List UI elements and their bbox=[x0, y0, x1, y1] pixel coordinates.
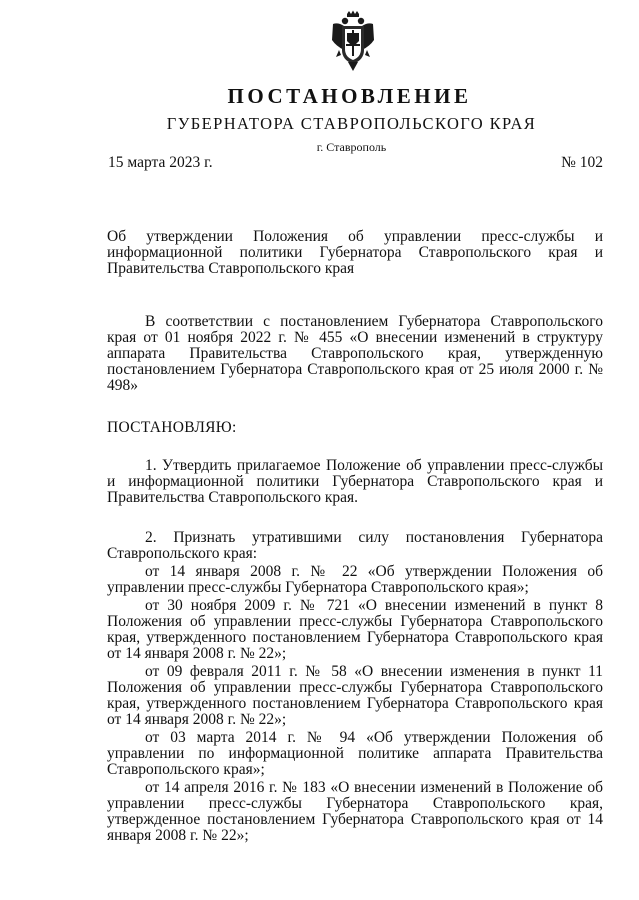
decree-word: ПОСТАНОВЛЯЮ: bbox=[107, 419, 237, 436]
sub-item-paragraph: от 09 февраля 2011 г. № 58 «О внесении изменения в пункт 11 Положения об управлении пресс-службы Губернатора Ставропольского края, утвержденного постановлением Губернатора Ставропольского края от 14 января 2008 г. № 22»; bbox=[107, 663, 603, 728]
document-date: 15 марта 2023 г. bbox=[108, 154, 213, 171]
document-body bbox=[107, 229, 603, 844]
sub-item-paragraph: от 03 марта 2014 г. № 94 «Об утверждении Положения об управлении по информационной политике аппарата Правительства Ставропольского края»; bbox=[107, 729, 603, 778]
item-1-paragraph: 1. Утвердить прилагаемое Положение об управлении пресс-службы и информационной политики Губернатора Ставропольского края и Правительства Ставропольского края. bbox=[107, 457, 603, 506]
preamble-paragraph: В соответствии с постановлением Губернатора Ставропольского края от 01 ноября 2022 г. № 455 «О внесении изменений в структуру аппарата Правительства Ставропольского края, утвержденную постановлением Губернатора Ставропольского края от 25 июля 2000 г. № 498» bbox=[107, 313, 603, 394]
document-title: ПОСТАНОВЛЕНИЕ bbox=[227, 84, 472, 108]
sub-item-paragraph: от 14 апреля 2016 г. № 183 «О внесении изменений в Положение об управлении пресс-службы Губернатора Ставропольского края, утвержденное постановлением Губернатора Ставропольского края от 14 января 2008 г. № 22»; bbox=[107, 779, 603, 844]
sub-item-paragraph: от 30 ноября 2009 г. № 721 «О внесении изменений в пункт 8 Положения об управлении пресс-службы Губернатора Ставропольского края, утвержденного постановлением Губернатора Ставропольского края от 14 января 2008 г. № 22»; bbox=[107, 597, 603, 662]
document-city: г. Ставрополь bbox=[316, 140, 387, 154]
document-subject: Об утверждении Положения об управлении пресс-службы и информационной политики Губернатора Ставропольского края и Правительства Ставропольского края bbox=[107, 228, 603, 277]
sub-item-paragraph: от 14 января 2008 г. № 22 «Об утверждении Положения об управлении пресс-службы Губернатора Ставропольского края»; bbox=[107, 563, 603, 596]
document-subtitle: ГУБЕРНАТОРА СТАВРОПОЛЬСКОГО КРАЯ bbox=[166, 114, 537, 133]
item-2-paragraph: 2. Признать утратившими силу постановления Губернатора Ставропольского края: bbox=[107, 529, 603, 562]
coat-of-arms-icon bbox=[330, 10, 376, 72]
document-number: № 102 bbox=[561, 154, 603, 171]
